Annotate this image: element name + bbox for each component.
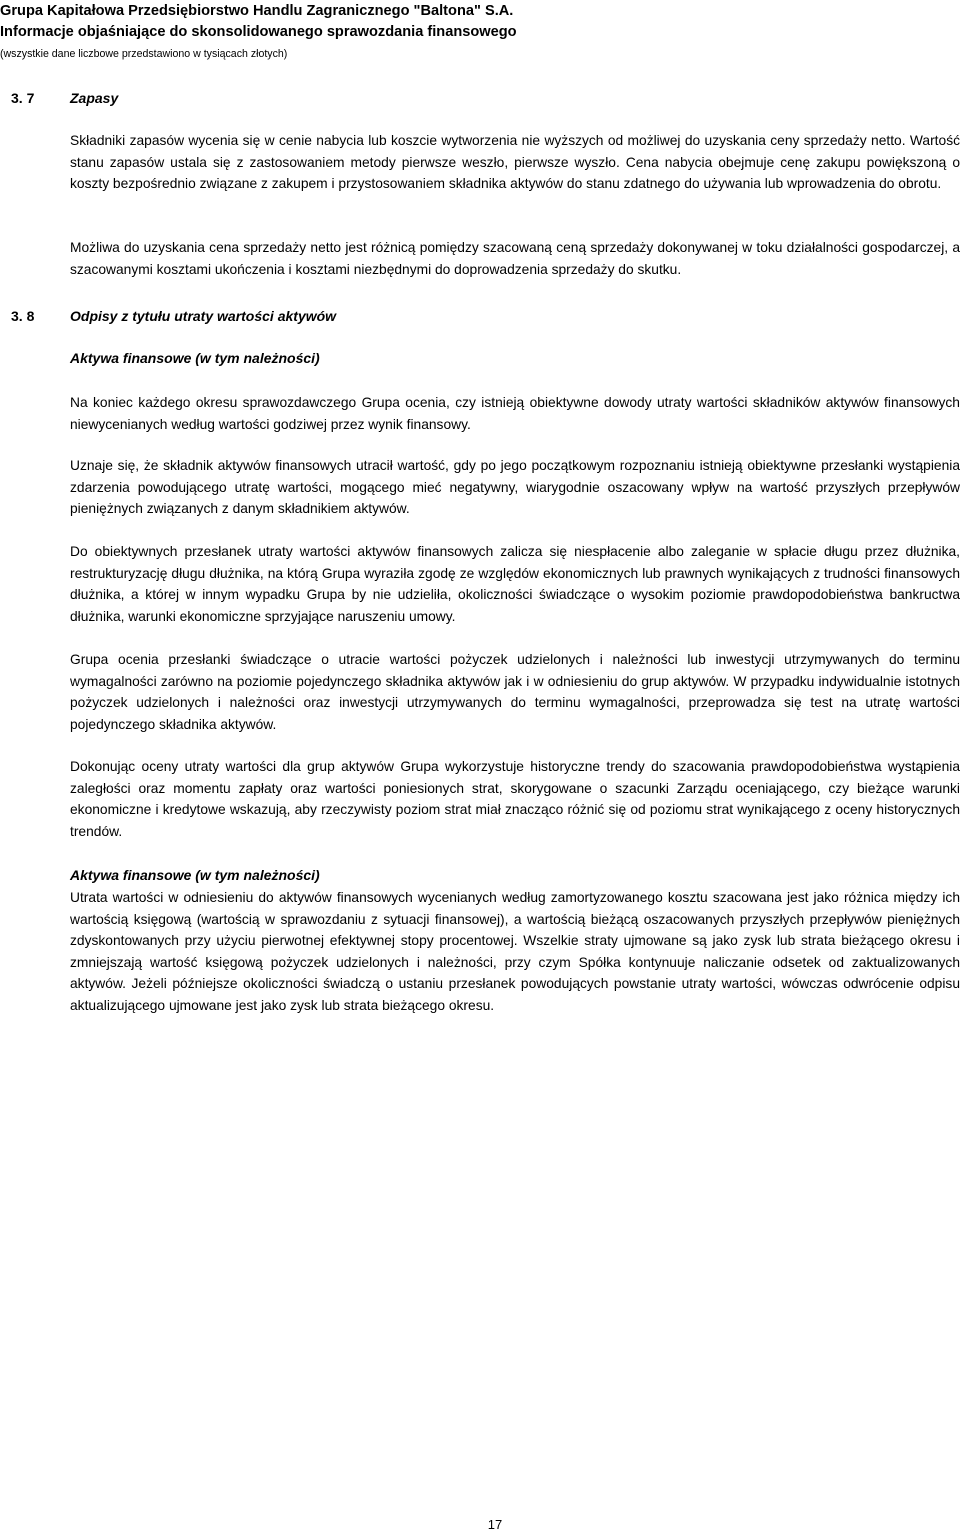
document-title: Informacje objaśniające do skonsolidowanego sprawozdania finansowego bbox=[0, 24, 517, 40]
page-number: 17 bbox=[487, 1517, 503, 1532]
company-name: Grupa Kapitałowa Przedsiębiorstwo Handlu Zagranicznego "Baltona" S.A. bbox=[0, 3, 514, 19]
section-heading-impairment bbox=[11, 306, 336, 326]
subheading: Aktywa finansowe (w tym należności) bbox=[70, 350, 320, 366]
paragraph: Możliwa do uzyskania cena sprzedaży netto jest różnicą pomiędzy szacowaną ceną sprzedaży dokonywanej w toku działalności gospodarczej, a szacowanymi kosztami ukończenia i kosztami niezbędnymi do doprowadzenia sprzedaży do skutku. bbox=[70, 240, 960, 277]
section-title: Zapasy bbox=[70, 90, 119, 106]
subheading: Aktywa finansowe (w tym należności) bbox=[70, 867, 320, 883]
section-title: Odpisy z tytułu utraty wartości aktywów bbox=[70, 308, 337, 324]
paragraph: Dokonując oceny utraty wartości dla grup aktywów Grupa wykorzystuje historyczne trendy do szacowania prawdopodobieństwa wystąpienia zaległości oraz momentu zapłaty oraz wartości poniesionych strat, skorygowane o szacunki Zarządu oceniającego, czy bieżące warunki ekonomiczne i kredytowe wskazują, aby rzeczywisty poziom strat miał znacząco różnić się od poziomu strat wynikającego z oceny historycznych trendów. bbox=[70, 759, 960, 839]
paragraph: Do obiektywnych przesłanek utraty wartości aktywów finansowych zalicza się niespłacenie albo zaleganie w spłacie długu przez dłużnika, restrukturyzację długu dłużnika, na którą Grupa wyraziła zgodę ze względów ekonomicznych lub prawnych wynikających z trudności finansowych dłużnika, a której w innym wypadku Grupa by nie udzieliła, okoliczności świadczące o wysokim poziomie prawdopodobieństwa bankructwa dłużnika, warunki ekonomiczne sprzyjające naruszeniu umowy. bbox=[70, 544, 960, 624]
paragraph: Na koniec każdego okresu sprawozdawczego Grupa ocenia, czy istnieją obiektywne dowody utraty wartości składników aktywów finansowych niewycenianych według wartości godziwej przez wynik finansowy. bbox=[70, 395, 960, 432]
section-heading-inventory bbox=[11, 88, 118, 108]
paragraph: Składniki zapasów wycenia się w cenie nabycia lub koszcie wytworzenia nie wyższych od możliwej do uzyskania ceny sprzedaży netto. Wartość stanu zapasów ustala się z zastosowaniem metody pierwsze weszło, pierwsze wyszło. Cena nabycia obejmuje cenę zakupu powiększoną o koszty bezpośrednio związane z zakupem i przystosowaniem składnika aktywów do stanu zdatnego do używania lub wprowadzenia do obrotu. bbox=[70, 133, 960, 192]
units-note: (wszystkie dane liczbowe przedstawiono w tysiącach złotych) bbox=[0, 48, 288, 60]
section-number: 3. 8 bbox=[11, 308, 35, 324]
paragraph: Utrata wartości w odniesieniu do aktywów finansowych wycenianych według zamortyzowanego kosztu szacowana jest jako różnica między ich wartością księgową (wartością w sprawozdaniu z sytuacji finansowej), a wartością bieżącą oszacowanych przyszłych przepływów pieniężnych zdyskontowanych przy użyciu pierwotnej efektywnej stopy procentowej. Wszelkie straty ujmowane są jako zysk lub strata bieżącego okresu i zmniejszają wartość księgową pożyczek udzielonych i należności, przy czym Spółka kontynuuje naliczanie odsetek od zaktualizowanych aktywów. Jeżeli późniejsze okoliczności świadczą o ustaniu przesłanek powodujących powstanie utraty wartości, wówczas odwrócenie odpisu aktualizującego ujmowane jest jako zysk lub strata bieżącego okresu. bbox=[70, 890, 960, 1013]
paragraph: Grupa ocenia przesłanki świadczące o utracie wartości pożyczek udzielonych i należności lub inwestycji utrzymywanych do terminu wymagalności zarówno na poziomie pojedynczego składnika aktywów jak i w odniesieniu do grup aktywów. W przypadku indywidualnie istotnych pożyczek udzielonych i należności oraz inwestycji utrzymywanych do terminu wymagalności, przeprowadza się test na utratę wartości pojedynczego składnika aktywów. bbox=[70, 652, 960, 732]
section-number: 3. 7 bbox=[11, 90, 35, 106]
paragraph: Uznaje się, że składnik aktywów finansowych utracił wartość, gdy po jego początkowym rozpoznaniu istnieją obiektywne przesłanki wystąpienia zdarzenia powodującego utratę wartości, mogącego mieć negatywny, wiarygodnie oszacowany wpływ na wartość przyszłych przepływów pieniężnych związanych z danym składnikiem aktywów. bbox=[70, 458, 960, 517]
